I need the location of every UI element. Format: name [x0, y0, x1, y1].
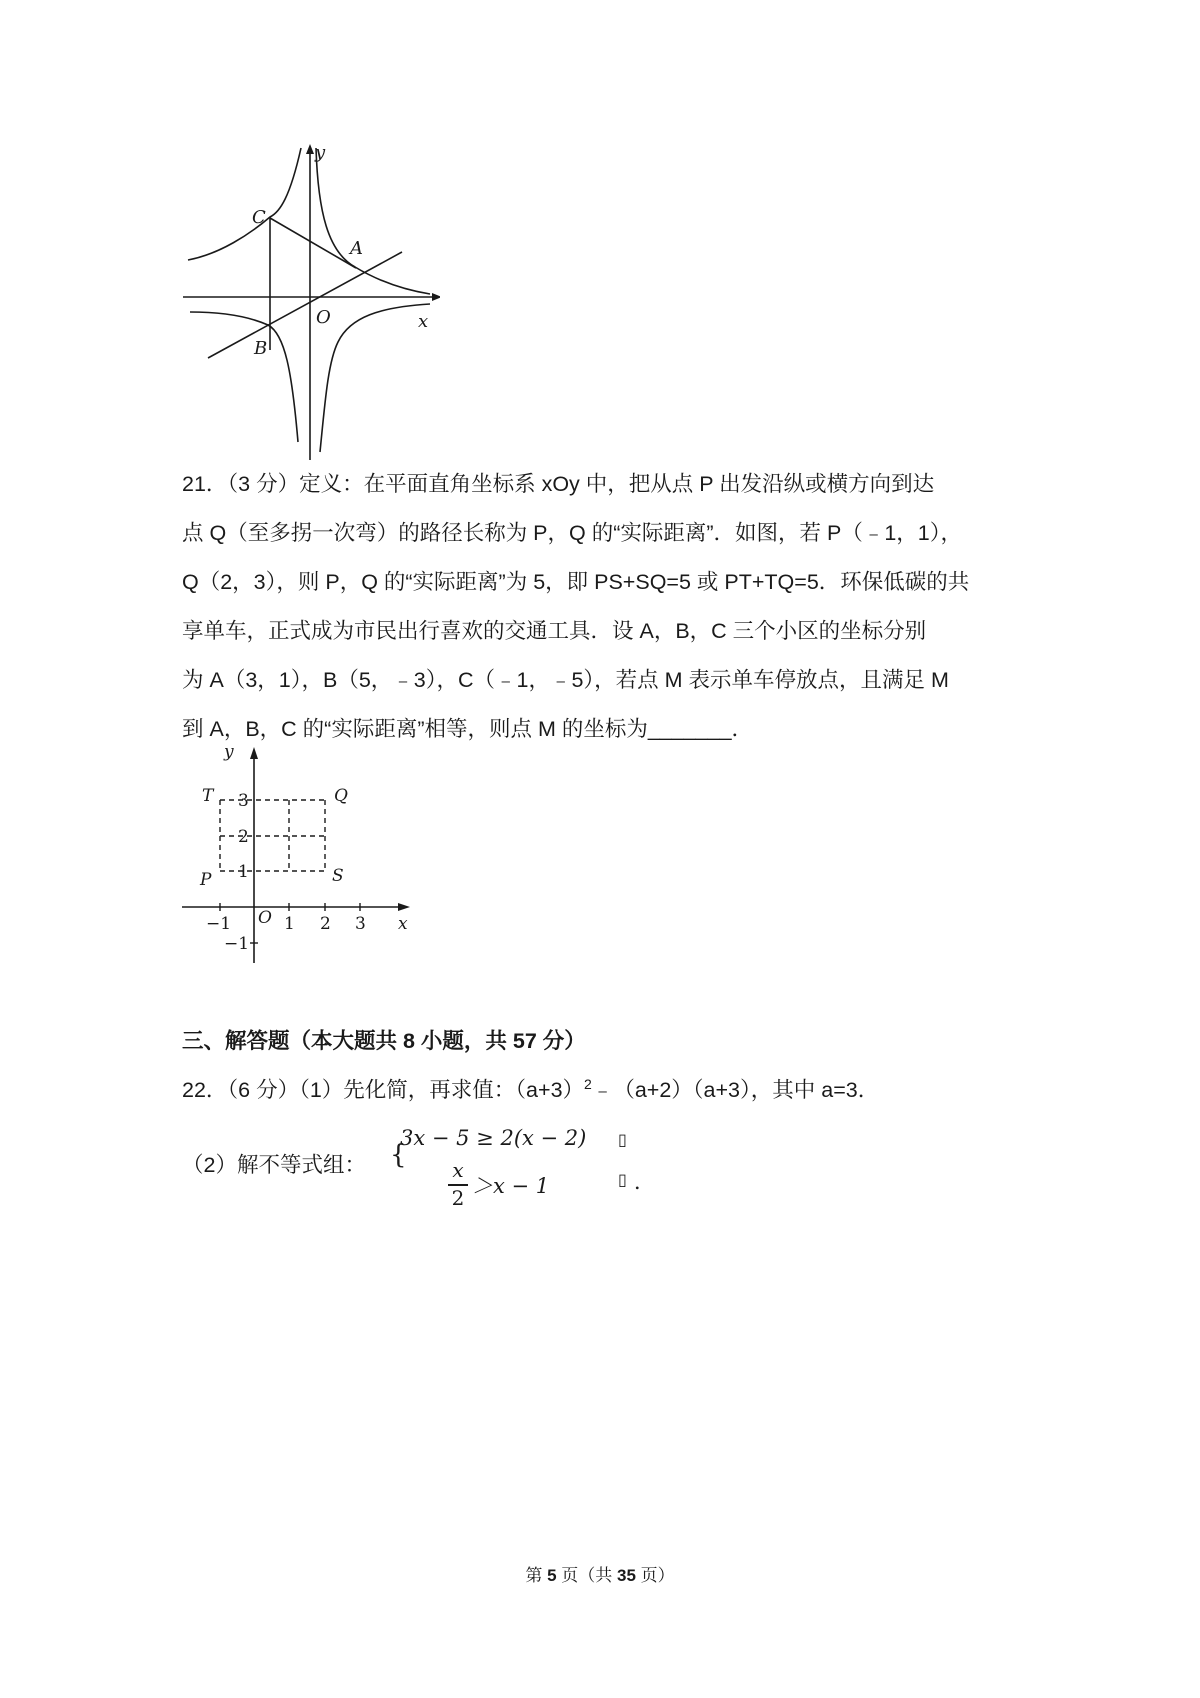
point-q-label: Q [334, 786, 348, 806]
hyperbola-branch-lower-left [190, 312, 298, 442]
x-axis-label: x [398, 914, 408, 934]
point-s-label: S [332, 866, 344, 886]
inequality-2-rest: ＞x − 1 [472, 1174, 550, 1198]
hyperbola-branch-lower-right [320, 304, 430, 452]
y-tick-label-neg1: −1 [224, 934, 250, 954]
footer-middle: 页（共 [561, 1566, 613, 1585]
footer-prefix: 第 [525, 1566, 543, 1585]
q21-line-2: 点 Q（至多拐一次弯）的路径长称为 P，Q 的“实际距离”．如图，若 P（﹣1，1）， [182, 521, 963, 545]
q21-line-1: 21．（3 分）定义：在平面直角坐标系 xOy 中，把从点 P 出发沿纵或横方向到达 [182, 472, 935, 496]
point-p-label: P [200, 870, 212, 890]
x-tick-label-3: 3 [355, 914, 366, 934]
footer-total-pages: 35 [617, 1566, 636, 1585]
y-axis-label: y [315, 142, 326, 163]
q21-line-3: Q（2，3），则 P，Q 的“实际距离”为 5，即 PS+SQ=5 或 PT+TQ=5．环保低碳的共 [182, 570, 970, 594]
inequality-1: 3x − 5 ≥ 2(x − 2) [400, 1126, 587, 1150]
q22-part-1 [182, 1073, 879, 1104]
x-tick-label-1: 1 [284, 914, 295, 934]
x-axis-label: x [418, 311, 429, 332]
answer-blank[interactable]: _______ [647, 717, 732, 741]
fraction-numerator: x [452, 1158, 464, 1182]
x-tick-label-neg1: −1 [206, 914, 232, 934]
distance-grid-figure [180, 745, 420, 967]
y-tick-label-2: 2 [238, 827, 249, 847]
hyperbola-branch-upper-right [316, 148, 430, 294]
origin-label: O [316, 307, 331, 328]
q22-superscript: 2 [584, 1075, 592, 1092]
q22-part-1-text: 22．（6 分）（1）先化简，再求值：（a+3） [182, 1078, 585, 1102]
y-axis-arrow [250, 747, 258, 759]
point-c-label: C [252, 207, 266, 228]
y-axis-arrow [306, 144, 314, 154]
system-end-period: ． [634, 1171, 655, 1194]
point-b-label: B [254, 338, 268, 359]
fraction-denominator: 2 [451, 1186, 465, 1210]
y-tick-label-3: 3 [238, 791, 249, 811]
system-brace: { [390, 1140, 407, 1170]
hyperbola-branch-upper-left [188, 148, 301, 260]
q21-line-5: 为 A（3，1），B（5，﹣3），C（﹣1，﹣5），若点 M 表示单车停放点，且满足 M [182, 668, 949, 692]
y-tick-label-1: 1 [238, 862, 249, 882]
y-axis-label: y [224, 745, 234, 762]
inequality-2-marker: ▯ [618, 1170, 627, 1189]
x-axis-arrow [398, 903, 410, 911]
segment-ca [270, 218, 356, 268]
section-3-heading: 三、解答题（本大题共 8 小题，共 57 分） [182, 1029, 586, 1053]
q21-line-6-end: ． [731, 717, 754, 741]
inequality-1-marker: ▯ [618, 1130, 627, 1149]
footer-page-number: 5 [547, 1566, 557, 1585]
x-tick-label-2: 2 [320, 914, 331, 934]
footer-suffix: 页） [640, 1566, 675, 1585]
point-t-label: T [202, 786, 214, 806]
point-a-label: A [350, 238, 363, 259]
q22-part-2-label: （2）解不等式组： [182, 1153, 366, 1177]
line-ab [208, 252, 402, 358]
q21-line-6-text: 到 A，B，C 的“实际距离”相等，则点 M 的坐标为 [182, 717, 648, 741]
hyperbola-figure [180, 142, 440, 462]
origin-label: O [258, 908, 272, 928]
q22-part-1-rest: ﹣（a+2）（a+3），其中 a=3． [591, 1078, 880, 1102]
page-footer [0, 1561, 1200, 1586]
q21-line-4: 享单车，正式成为市民出行喜欢的交通工具．设 A，B，C 三个小区的坐标分别 [182, 619, 927, 643]
x-axis-arrow [432, 293, 440, 301]
